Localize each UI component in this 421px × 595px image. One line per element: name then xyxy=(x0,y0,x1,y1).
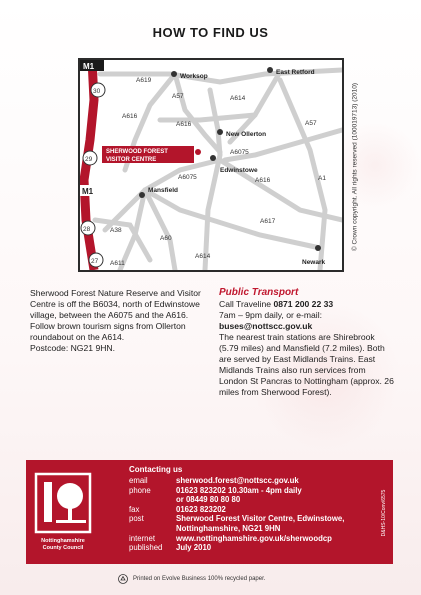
directions-text xyxy=(30,288,210,354)
junction-label: 27 xyxy=(91,258,99,265)
council-logo-icon xyxy=(32,470,94,536)
road-label: A616 xyxy=(122,113,138,120)
contact-row-email: email sherwood.forest@nottscc.gov.uk xyxy=(129,476,299,485)
road xyxy=(160,115,255,120)
contact-row-phone: phone 01623 823202 10.30am - 4pm daily xyxy=(129,485,302,495)
road-label: A617 xyxy=(260,218,276,225)
visitor-centre-label: VISITOR CENTRE xyxy=(106,157,157,163)
page-title: HOW TO FIND US xyxy=(152,25,269,40)
contact-row-published: published July 2010 xyxy=(129,543,212,553)
print-note: Printed on Evolve Business 100% recycled paper. xyxy=(118,574,265,584)
contact-row-internet: internet www.nottinghamshire.gov.uk/sherwoodcp xyxy=(129,533,332,543)
bus-email-link[interactable]: buses@nottscc.gov.uk xyxy=(219,321,313,331)
contact-row-fax: fax 01623 823202 xyxy=(129,504,226,514)
road-label: A1 xyxy=(318,175,326,182)
junction-label: 28 xyxy=(83,226,91,233)
council-logo xyxy=(32,470,94,550)
road-label: A57 xyxy=(172,93,184,100)
road-label: A60 xyxy=(160,235,172,242)
contact-title: Contacting us xyxy=(129,465,183,474)
traveline-line xyxy=(219,299,394,310)
contact-footer xyxy=(26,460,393,564)
map-copyright: © Crown copyright. All rights reserved (100019713) (2010) xyxy=(351,82,359,252)
road-label: A6075 xyxy=(178,174,197,181)
directions-body: Sherwood Forest Nature Reserve and Visitor Centre is off the B6034, north of Edwinstowe village, between the A6075 and the A616. Follow brown tourism signs from Ollerton roundabout on the A614. xyxy=(30,288,201,342)
town-label-east-retford: East Retford xyxy=(276,69,315,76)
recycle-icon xyxy=(118,574,128,584)
traveline-number: 0871 200 22 33 xyxy=(273,299,334,309)
email-link[interactable]: sherwood.forest@nottscc.gov.uk xyxy=(176,476,299,485)
location-map xyxy=(78,58,344,272)
road-label: A611 xyxy=(110,260,125,267)
website-link[interactable]: www.nottinghamshire.gov.uk/sherwoodcp xyxy=(176,533,332,543)
train-info: The nearest train stations are Shirebrook (5.79 miles) and Mansfield (7.2 miles). Both are served by East Midlands Trains. East Midlands Trains also run services from London St Pancras to Nottingham (approx. 26 miles from Sherwood Forest). xyxy=(219,332,394,397)
visitor-centre-label: SHERWOOD FOREST xyxy=(106,149,168,155)
town-label-new-ollerton: New Ollerton xyxy=(226,131,267,138)
traveline-hours: 7am – 9pm daily, or e-mail: xyxy=(219,310,323,320)
town-label-worksop: Worksop xyxy=(180,73,208,80)
junction-label: 29 xyxy=(85,156,93,163)
road-label: A6075 xyxy=(230,149,249,156)
town-label-newark: Newark xyxy=(302,259,326,266)
visitor-centre-marker xyxy=(195,149,201,155)
contact-row-post-2: Nottinghamshire, NG21 9HN xyxy=(176,523,281,533)
road-label: A616 xyxy=(176,121,192,128)
public-transport-heading: Public Transport xyxy=(219,287,299,298)
road-label: A57 xyxy=(305,120,317,127)
contact-list xyxy=(129,476,374,553)
town-label-edwinstowe: Edwinstowe xyxy=(220,167,258,174)
road xyxy=(95,220,150,260)
road-label: A619 xyxy=(136,77,152,84)
road-label: A38 xyxy=(110,227,122,234)
road-label: A614 xyxy=(195,253,211,260)
council-name: Nottinghamshire County Council xyxy=(41,538,85,551)
road-label: A614 xyxy=(230,95,246,102)
contact-row-phone-alt: or 08449 80 80 80 xyxy=(176,495,241,505)
m1-label: M1 xyxy=(83,62,95,71)
road-label: A616 xyxy=(255,177,271,184)
public-transport-section xyxy=(219,287,394,398)
document-code: D&HS-10/Conv/6575 xyxy=(381,489,387,537)
postcode: Postcode: NG21 9HN. xyxy=(30,343,116,353)
town-label-mansfield: Mansfield xyxy=(148,187,178,194)
junction-label: 30 xyxy=(93,88,101,95)
contact-row-post: post Sherwood Forest Visitor Centre, Edwinstowe, xyxy=(129,514,345,524)
m1-label: M1 xyxy=(82,187,94,196)
traveline-label: Call Traveline xyxy=(219,299,274,309)
